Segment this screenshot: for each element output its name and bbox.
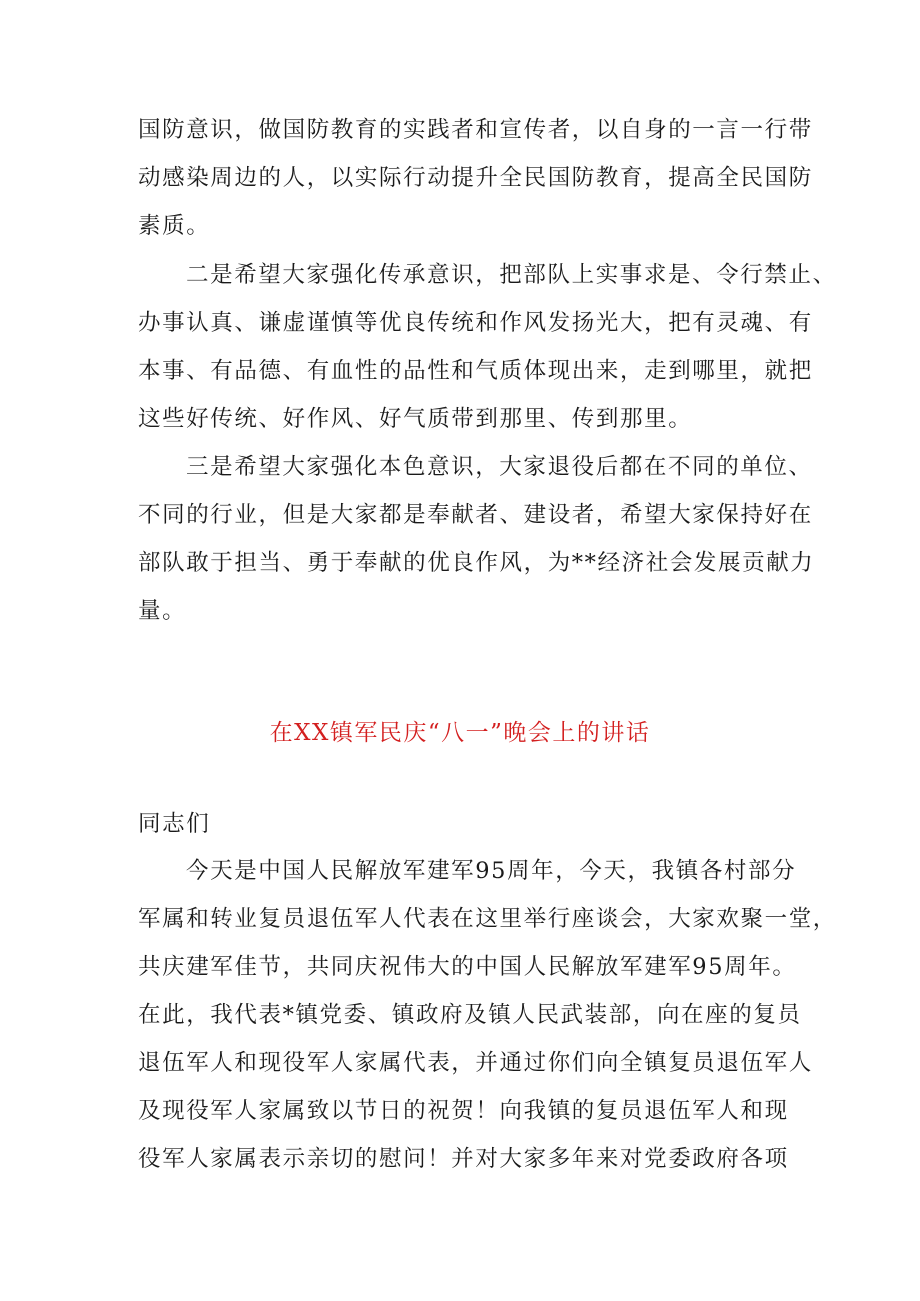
body-line: 动感染周边的人，以实际行动提升全民国防教育，提高全民国防 [138, 165, 813, 191]
body-line: 在此，我代表*镇党委、镇政府及镇人民武装部，向在座的复员 [138, 1002, 802, 1028]
body-line: 今天是中国人民解放军建军95周年，今天，我镇各村部分 [186, 858, 797, 884]
body-line: 素质。 [138, 213, 211, 239]
body-line: 本事、有品德、有血性的品性和气质体现出来，走到哪里，就把 [138, 358, 813, 384]
body-line: 这些好传统、好作风、好气质带到那里、传到那里。 [138, 406, 693, 432]
body-line: 国防意识，做国防教育的实践者和宣传者，以自身的一言一行带 [138, 117, 813, 143]
body-line: 军属和转业复员退伍军人代表在这里举行座谈会，大家欢聚一堂， [138, 906, 837, 932]
body-line: 办事认真、谦虚谨慎等优良传统和作风发扬光大，把有灵魂、有 [138, 310, 813, 336]
speech-title: 在XX镇军民庆“八一”晚会上的讲话 [269, 720, 651, 746]
body-line: 二是希望大家强化传承意识，把部队上实事求是、令行禁止、 [186, 262, 837, 288]
body-line: 量。 [138, 598, 187, 624]
body-line: 部队敢于担当、勇于奉献的优良作风，为**经济社会发展贡献力 [138, 550, 815, 576]
body-line: 役军人家属表示亲切的慰问！并对大家多年来对党委政府各项 [138, 1146, 789, 1172]
body-line: 不同的行业，但是大家都是奉献者、建设者，希望大家保持好在 [138, 502, 813, 528]
body-line: 及现役军人家属致以节日的祝贺！向我镇的复员退伍军人和现 [138, 1098, 789, 1124]
body-line: 共庆建军佳节，共同庆祝伟大的中国人民解放军建军95周年。 [138, 954, 797, 980]
salutation: 同志们 [138, 811, 211, 837]
body-line: 退伍军人和现役军人家属代表，并通过你们向全镇复员退伍军人 [138, 1050, 813, 1076]
body-line: 三是希望大家强化本色意识，大家退役后都在不同的单位、 [186, 454, 813, 480]
